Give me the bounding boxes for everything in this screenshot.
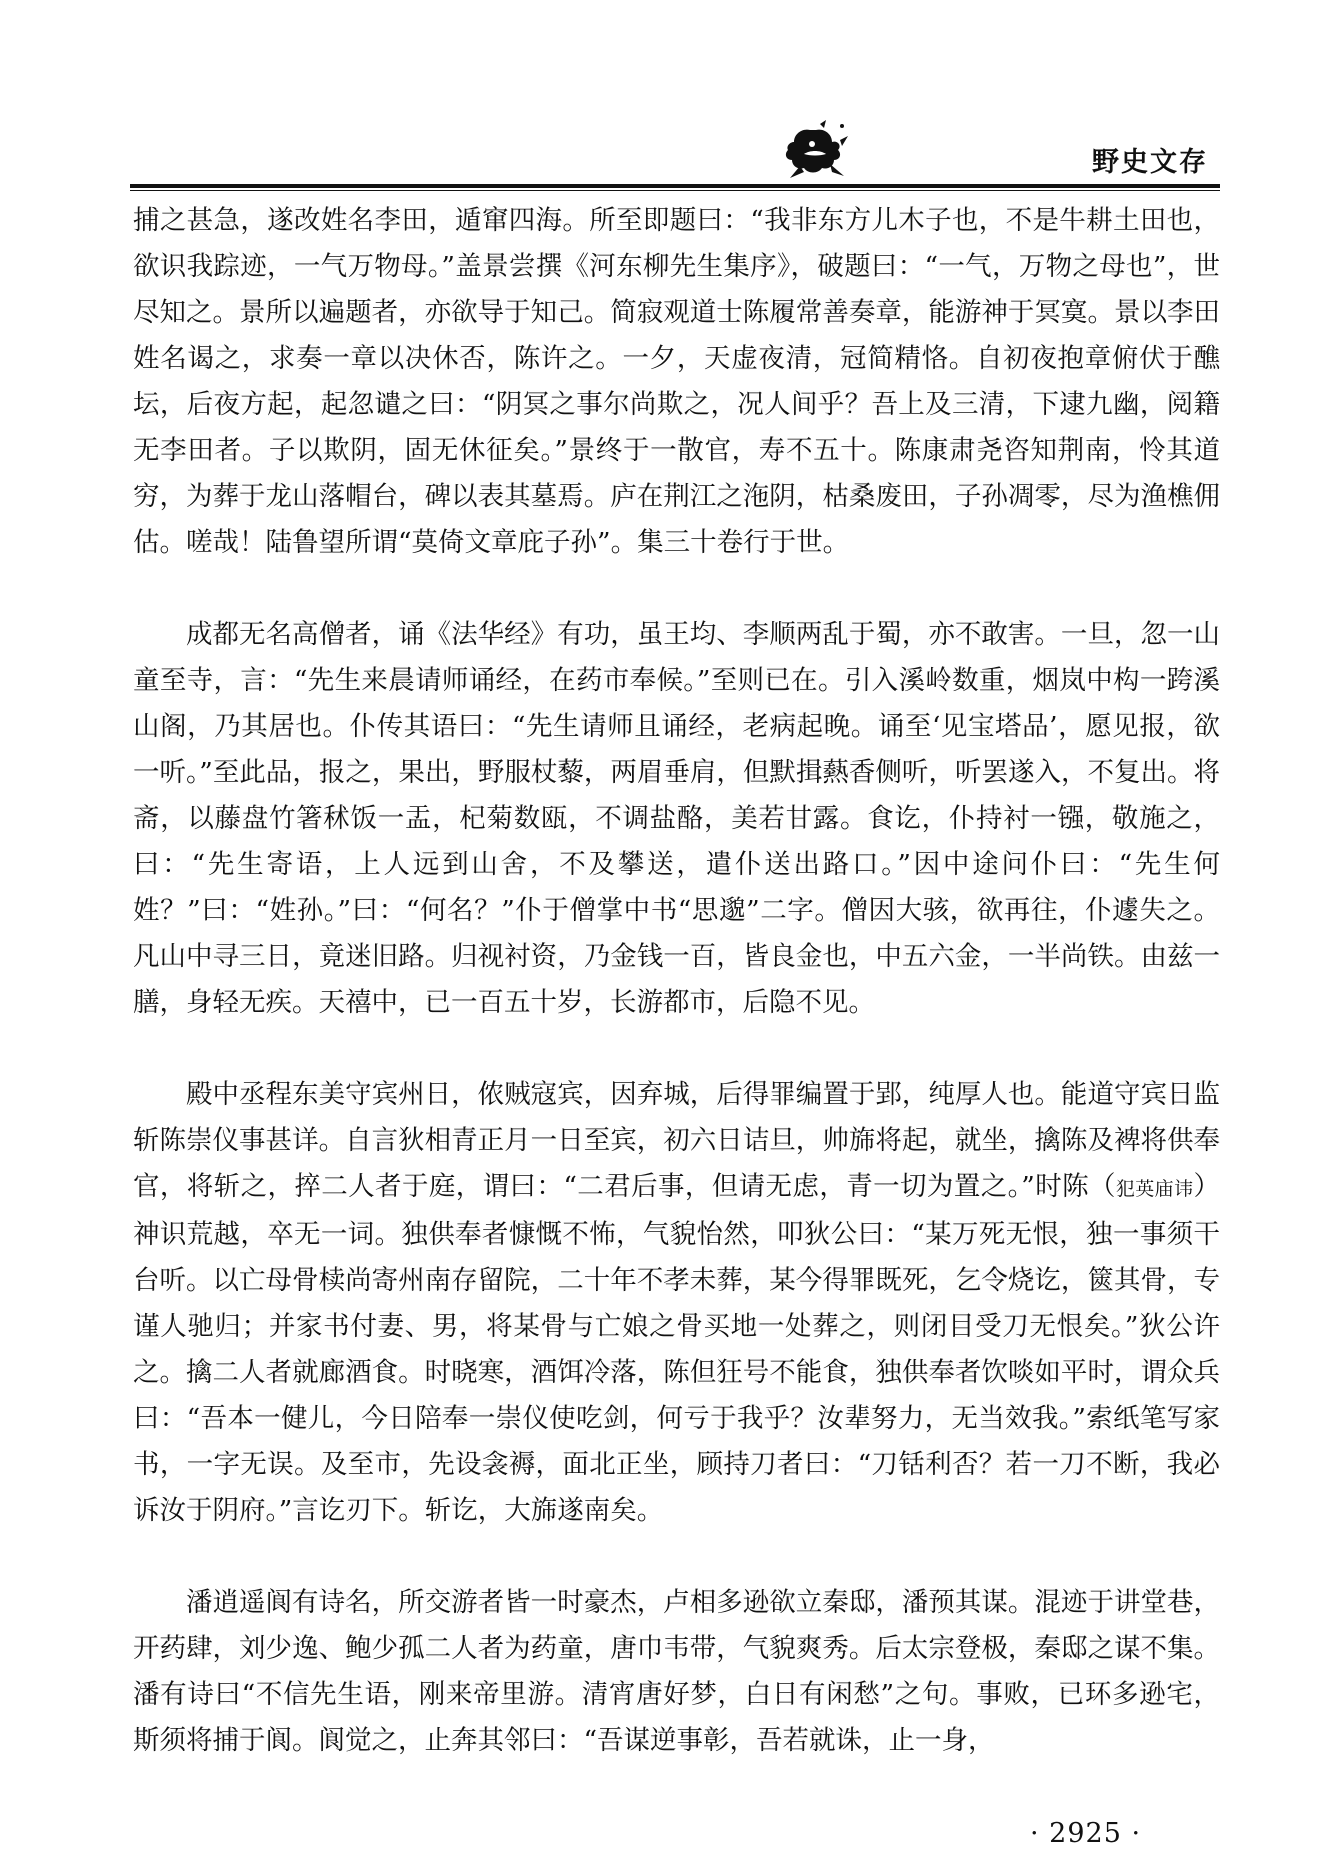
header-rule-thick bbox=[130, 184, 1220, 188]
page-number: · 2925 · bbox=[1030, 1818, 1142, 1849]
dragon-emblem-icon bbox=[780, 120, 850, 182]
page-header bbox=[120, 120, 1220, 190]
page-body bbox=[133, 198, 1220, 1764]
header-title: 野史文存 bbox=[1092, 147, 1208, 178]
paragraph-1: 捕之甚急，遂改姓名李田，遁窜四海。所至即题曰：“我非东方儿木子也，不是牛耕土田也，欲识我踪迹，一气万物母。”盖景尝撰《河东柳先生集序》，破题曰：“一气，万物之母也”，世尽知之。景所以遍题者，亦欲导于知己。简寂观道士陈履常善奏章，能游神于冥寞。景以李田姓名谒之，求奏一章以决休否，陈许之。一夕，天虚夜清，冠简精恪。自初夜抱章俯伏于醮坛，后夜方起，起忽谴之曰：“阴冥之事尔尚欺之，况人间乎？吾上及三清，下逮九幽，阅籍无李田者。子以欺阴，固无休征矣。”景终于一散官，寿不五十。陈康肃尧咨知荆南，怜其道穷，为葬于龙山落帽台，碑以表其墓焉。庐在荆江之沲阴，枯桑废田，子孙凋零，尽为渔樵佣估。嗟哉！陆鲁望所谓“莫倚文章庇子孙”。集三十卷行于世。 bbox=[133, 205, 1220, 558]
paragraph-2: 成都无名高僧者，诵《法华经》有功，虽王均、李顺两乱于蜀，亦不敢害。一旦，忽一山童至寺，言：“先生来晨请师诵经，在药市奉候。”至则已在。引入溪岭数重，烟岚中构一跨溪山阁，乃其居也。仆传其语曰：“先生请师且诵经，老病起晚。诵至‘见宝塔品’，愿见报，欲一听。”至此品，报之，果出，野服杖藜，两眉垂肩，但默揖爇香侧听，听罢遂入，不复出。将斋，以藤盘竹箸秫饭一盂，杞菊数瓯，不调盐酪，美若甘露。食讫，仆持衬一镪，敬施之，曰：“先生寄语，上人远到山舍，不及攀送，遣仆送出路口。”因中途问仆曰：“先生何姓？”曰：“姓孙。”曰：“何名？”仆于僧掌中书“思邈”二字。僧因大骇，欲再往，仆遽失之。凡山中寻三日，竟迷旧路。归视衬资，乃金钱一百，皆良金也，中五六金，一半尚铁。由兹一膳，身轻无疾。天禧中，已一百五十岁，长游都市，后隐不见。 bbox=[133, 619, 1220, 1018]
paragraph-3-part-a: 殿中丞程东美守宾州日，侬贼寇宾，因弃城，后得罪编置于郢，纯厚人也。能道守宾日监斩陈崇仪事甚详。自言狄相青正月一日至宾，初六日诘旦，帅旆将起，就坐，擒陈及裨将供奉官，将斩之，捽二人者于庭，谓曰：“二君后事，但请无虑，青一切为置之。”时陈（ bbox=[133, 1079, 1220, 1202]
header-rule-thin bbox=[130, 190, 1220, 191]
paragraph-4: 潘逍遥阆有诗名，所交游者皆一时豪杰，卢相多逊欲立秦邸，潘预其谋。混迹于讲堂巷，开药肆，刘少逸、鲍少孤二人者为药童，唐巾韦带，气貌爽秀。后太宗登极，秦邸之谋不集。潘有诗曰“不信先生语，刚来帝里游。清宵唐好梦，白日有闲愁”之句。事败，已环多逊宅，斯须将捕于阆。阆觉之，止奔其邻曰：“吾谋逆事彰，吾若就诛，止一身， bbox=[133, 1587, 1220, 1756]
taboo-note: 犯英庙讳 bbox=[1115, 1178, 1194, 1200]
paragraph-3-part-b: ）神识荒越，卒无一词。独供奉者慷慨不怖，气貌怡然，叩狄公曰：“某万死无恨，独一事须干台听。以亡母骨椟尚寄州南存留院，二十年不孝未葬，某今得罪既死，乞令烧讫，篋其骨，专谨人驰归；并家书付妻、男，将某骨与亡娘之骨买地一处葬之，则闭目受刀无恨矣。”狄公许之。擒二人者就廊酒食。时晓寒，酒饵冷落，陈但狂号不能食，独供奉者饮啖如平时，谓众兵曰：“吾本一健儿，今日陪奉一崇仪使吃剑，何亏于我乎？汝辈努力，无当效我。”索纸笔写家书，一字无误。及至市，先设衾褥，面北正坐，顾持刀者曰：“刀铦利否？若一刀不断，我必诉汝于阴府。”言讫刃下。斩讫，大旆遂南矣。 bbox=[133, 1171, 1220, 1526]
paragraph-3 bbox=[133, 1072, 1220, 1534]
